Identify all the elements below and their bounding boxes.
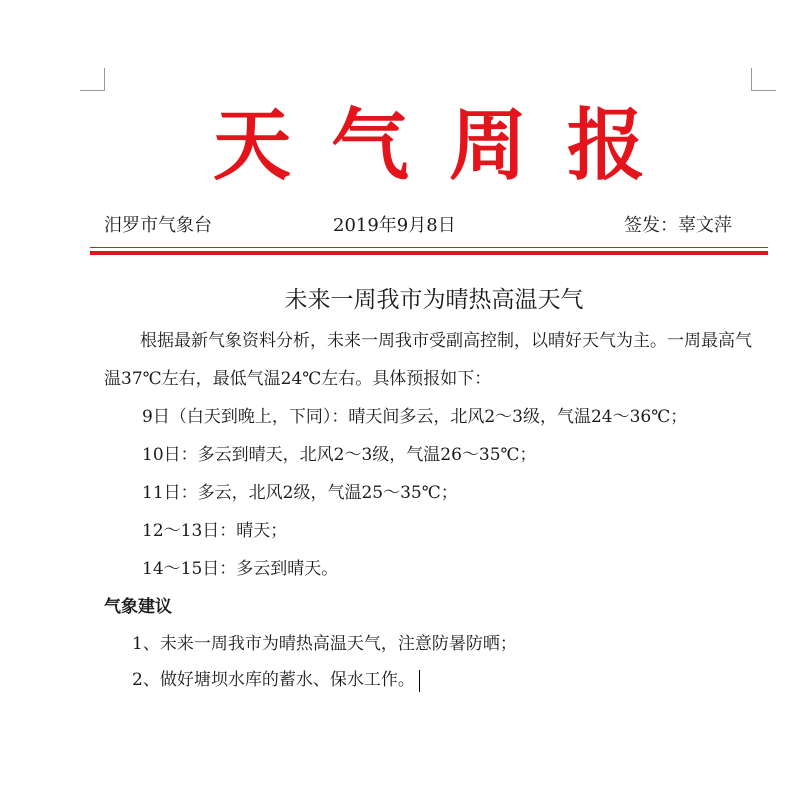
forecast-line: 10日：多云到晴天，北风2～3级，气温26～35℃；: [142, 445, 537, 465]
advice-item: 1、未来一周我市为晴热高温天气，注意防暑防晒；: [132, 634, 517, 654]
headline: 未来一周我市为晴热高温天气: [284, 287, 584, 313]
divider-thick: [90, 251, 768, 255]
forecast-line: 9日（白天到晚上，下同）：晴天间多云，北风2～3级，气温24～36℃；: [142, 407, 688, 427]
agency-name: 汨罗市气象台: [104, 215, 212, 236]
page-corner-mark-left: [80, 68, 105, 91]
advice-item-last: [104, 662, 764, 698]
page-corner-mark-right: [751, 68, 776, 91]
advice-item-text: 2、做好塘坝水库的蓄水、保水工作。: [132, 670, 415, 690]
masthead-title: 天气周报: [212, 101, 685, 191]
divider-thin: [90, 247, 768, 248]
text-cursor: [419, 670, 420, 692]
intro-paragraph: 根据最新气象资料分析，未来一周我市受副高控制，以晴好天气为主。一周最高气温37℃左右，最低气温24℃左右。具体预报如下：: [104, 331, 752, 389]
issue-date: 2019年9月8日: [333, 215, 456, 236]
forecast-line: 14～15日：多云到晴天。: [142, 559, 339, 579]
forecast-line: 11日：多云，北风2级，气温25～35℃；: [142, 483, 458, 503]
forecast-line: 12～13日：晴天；: [142, 521, 288, 541]
issuer: 签发：辜文萍: [624, 215, 732, 236]
document-body[interactable]: [104, 278, 764, 698]
advice-title: 气象建议: [104, 597, 172, 617]
meta-row: [104, 212, 732, 240]
